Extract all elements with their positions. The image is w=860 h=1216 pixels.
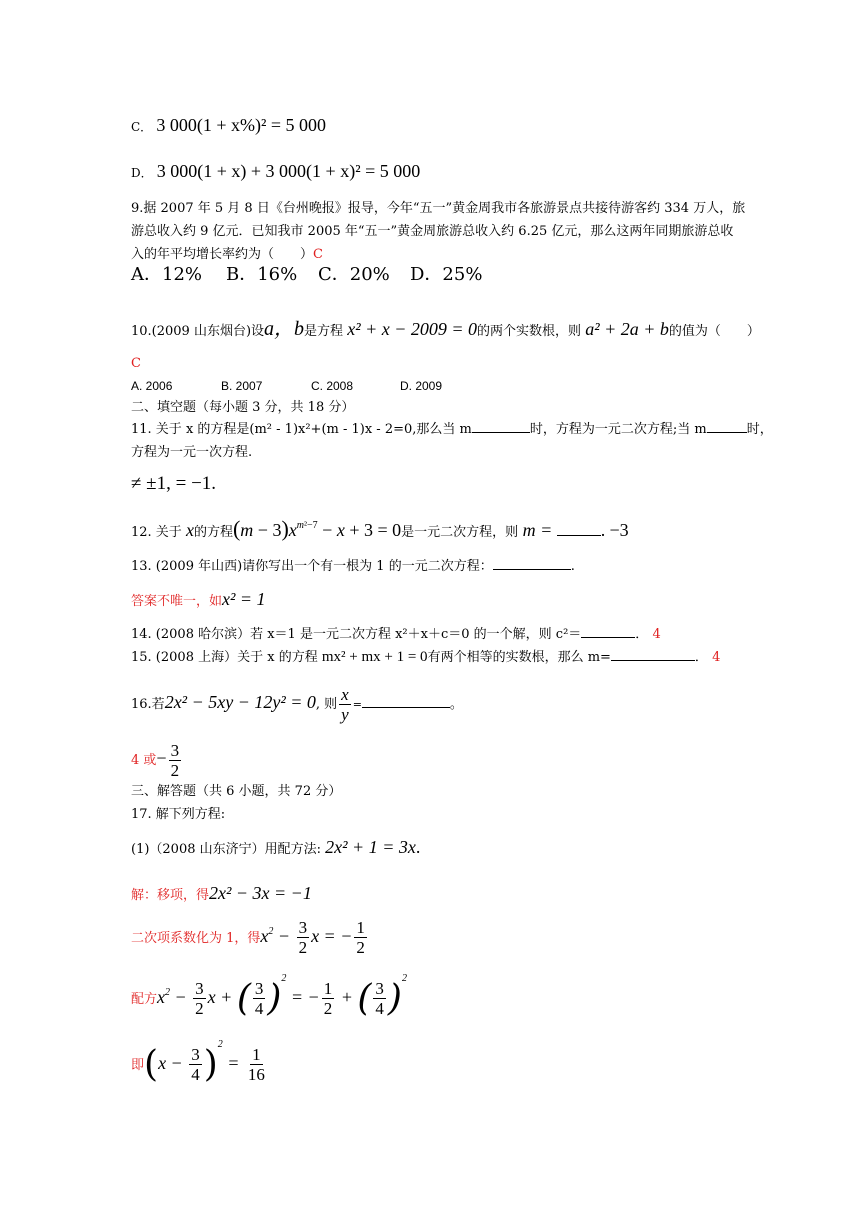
step-text: 配方 <box>131 992 158 1007</box>
q14-stem: 14. (2008 哈尔滨）若 x＝1 是一元二次方程 x²＋x＋c＝0 的一个解，则 c²＝ ． 4 <box>131 627 661 642</box>
q15-prefix: 15. (2008 上海）关于 x 的方程 <box>131 650 318 665</box>
q11-answer: ≠ ±1, = −1. <box>131 473 217 494</box>
q12-answer: −3 <box>609 520 629 540</box>
q12-stem: 12. 关于 x的方程$(m - 3)x^{m^2-7} - x + 3 = 0$是一元二次方程，则 m = . −3 <box>131 516 629 541</box>
q17-step-4 <box>131 1040 269 1089</box>
q10-option-b: B. 2007 <box>221 379 263 393</box>
q17-step-1 <box>131 884 312 905</box>
q17-part-1: (1)（2008 山东济宁）用配方法: 2x² + 1 = 3x. <box>131 837 421 857</box>
q9-option-b: B．16% <box>226 264 298 285</box>
fraction-numerator: x <box>341 685 349 704</box>
q15-expression: mx² + mx + 1 = 0 <box>321 649 428 665</box>
q16-mid: , 则 <box>315 697 338 712</box>
q10-option-d: D. 2009 <box>400 379 443 393</box>
q16-answer-fraction <box>169 741 182 780</box>
q9-options <box>131 266 482 284</box>
q12-suffix: 是一元二次方程，则 <box>401 525 519 540</box>
q9-stem-end: 入的年平均增长率约为（ ） <box>131 247 314 262</box>
q10-stem <box>131 320 760 341</box>
q9-option-d: D．25% <box>410 264 483 285</box>
q16-answer-prefix: 4 或 <box>131 753 157 768</box>
fraction-numerator: 3 <box>170 741 180 760</box>
q8-option-d <box>131 162 420 183</box>
step-text: 即 <box>131 1058 145 1073</box>
q13-answer-prefix: 答案不唯一，如 <box>131 594 223 609</box>
q9-line-3 <box>131 246 323 264</box>
q11-text-c: 时， <box>746 422 773 437</box>
q17-part1-prefix: (1)（2008 山东济宁）用配方法: <box>131 842 322 857</box>
q10-options <box>131 377 442 395</box>
q11-blank-1 <box>472 432 530 433</box>
q13-answer-expression: x² = 1 <box>222 589 266 609</box>
option-label: C． <box>131 120 153 134</box>
q16-stem <box>131 681 463 726</box>
q9-option-c: C．20% <box>318 264 390 285</box>
q11-line-2: 方程为一元一次方程. <box>131 445 253 460</box>
q10-mid1: 是方程 <box>304 324 344 339</box>
q11-blank-2 <box>707 432 747 433</box>
q17-step-3 <box>131 974 407 1023</box>
q15-answer: 4 <box>712 650 721 665</box>
step-text: 解：移项，得 <box>131 888 210 903</box>
q13-stem: 13. (2009 年山西)请你写出一个有一根为 1 的一元二次方程： . <box>131 559 575 574</box>
q10-equation: x² + x − 2009 = 0 <box>347 319 478 339</box>
q10-option-a: A. 2006 <box>131 379 173 393</box>
step-text: 二次项系数化为 1，得 <box>131 931 261 946</box>
q12-mid: 的方程 <box>193 525 233 540</box>
q13-blank <box>493 569 571 570</box>
section-2-title: 二、填空题（每小题 3 分，共 18 分） <box>131 400 355 415</box>
step-expression: $x^2$ − $\frac{3}{2}$ x = − $\frac{1}{2}$ <box>260 918 365 958</box>
fraction-denominator: 2 <box>170 761 180 780</box>
q14-answer: 4 <box>652 627 661 642</box>
q17-title: 17. 解下列方程: <box>131 807 226 822</box>
q17-part1-expression: 2x² + 1 = 3x <box>325 837 416 857</box>
q9-answer: C <box>313 247 323 262</box>
q16-answer: 4 或− $\frac{3}{2}$ <box>131 741 180 780</box>
q10-option-c: C. 2008 <box>311 379 354 393</box>
q10-mid2: 的两个实数根，则 <box>477 324 582 339</box>
q16-blank <box>362 707 450 708</box>
q10-expression: a² + 2a + b <box>585 319 669 339</box>
q9-option-a: A．12% <box>131 264 203 285</box>
q12-variable: x <box>185 520 194 540</box>
q12-m-blank: m = <box>518 520 557 540</box>
q15-suffix: 有两个相等的实数根，那么 m= <box>427 650 611 665</box>
q15-blank <box>611 660 695 661</box>
q15-stem: 15. (2008 上海）关于 x 的方程 mx² + mx + 1 = 0有两个相等的实数根，那么 m= ． 4 <box>131 649 721 665</box>
step-expression: 2x² − 3x = −1 <box>209 883 312 903</box>
step-expression: $x^2$ − $\frac{3}{2}$ x + ( $\frac{3}{4}$ )$^2$ = − $\frac{1}{2}$ + ( $\frac{3}{4}$ )$^2$ <box>157 973 407 1019</box>
q14-text: 14. (2008 哈尔滨）若 x＝1 是一元二次方程 x²＋x＋c＝0 的一个解，则 c²＝ <box>131 627 582 642</box>
q11-text-b: 时，方程为一元二次方程;当 m <box>529 422 707 437</box>
option-label: D． <box>131 166 153 180</box>
q12-prefix: 12. 关于 <box>131 525 182 540</box>
q12-equation: $(m - 3)x^{m^2-7} - x + 3 = 0$ <box>232 516 402 541</box>
q10-suffix: 的值为（ ） <box>668 324 760 339</box>
q8-option-c <box>131 116 326 137</box>
q11-text-a: 11. 关于 x 的方程是(m² - 1)x²+(m - 1)x - 2=0,那么当 m <box>131 422 472 437</box>
q16-suffix: = <box>352 698 362 711</box>
q17-step-2 <box>131 916 369 959</box>
q13-text: 13. (2009 年山西)请你写出一个有一根为 1 的一元二次方程： <box>131 559 493 574</box>
fraction-denominator: y <box>341 705 349 724</box>
q16-end: 。 <box>449 697 463 712</box>
q10-vars: a，b <box>264 318 305 340</box>
q11-line-1 <box>131 421 773 439</box>
option-expression: 3 000(1 + x) + 3 000(1 + x)² = 5 000 <box>156 161 421 181</box>
q16-fraction <box>339 685 351 724</box>
option-expression: 3 000(1 + x%)² = 5 000 <box>156 115 327 135</box>
q16-prefix: 16.若 <box>131 697 165 712</box>
q16-expression: 2x² − 5xy − 12y² = 0 <box>164 692 316 712</box>
q10-answer: C <box>131 356 141 371</box>
q9-line-2: 游总收入约 9 亿元．已知我市 2005 年“五一”黄金周旅游总收入约 6.25 亿元，那么这两年同期旅游总收 <box>131 224 734 239</box>
q10-prefix: 10.(2009 山东烟台)设 <box>131 324 265 339</box>
q14-blank <box>581 637 635 638</box>
step-expression: (x − $\frac{3}{4}$ )$^2$ = $\frac{1}{16}$ <box>144 1039 265 1085</box>
section-3-title: 三、解答题（共 6 小题，共 72 分） <box>131 784 342 799</box>
q13-answer <box>131 590 266 611</box>
q9-line-1: 9.据 2007 年 5 月 8 日《台州晚报》报导，今年“五一”黄金周我市各旅游景点共接待游客约 334 万人，旅 <box>131 201 746 216</box>
q12-blank <box>557 535 601 536</box>
